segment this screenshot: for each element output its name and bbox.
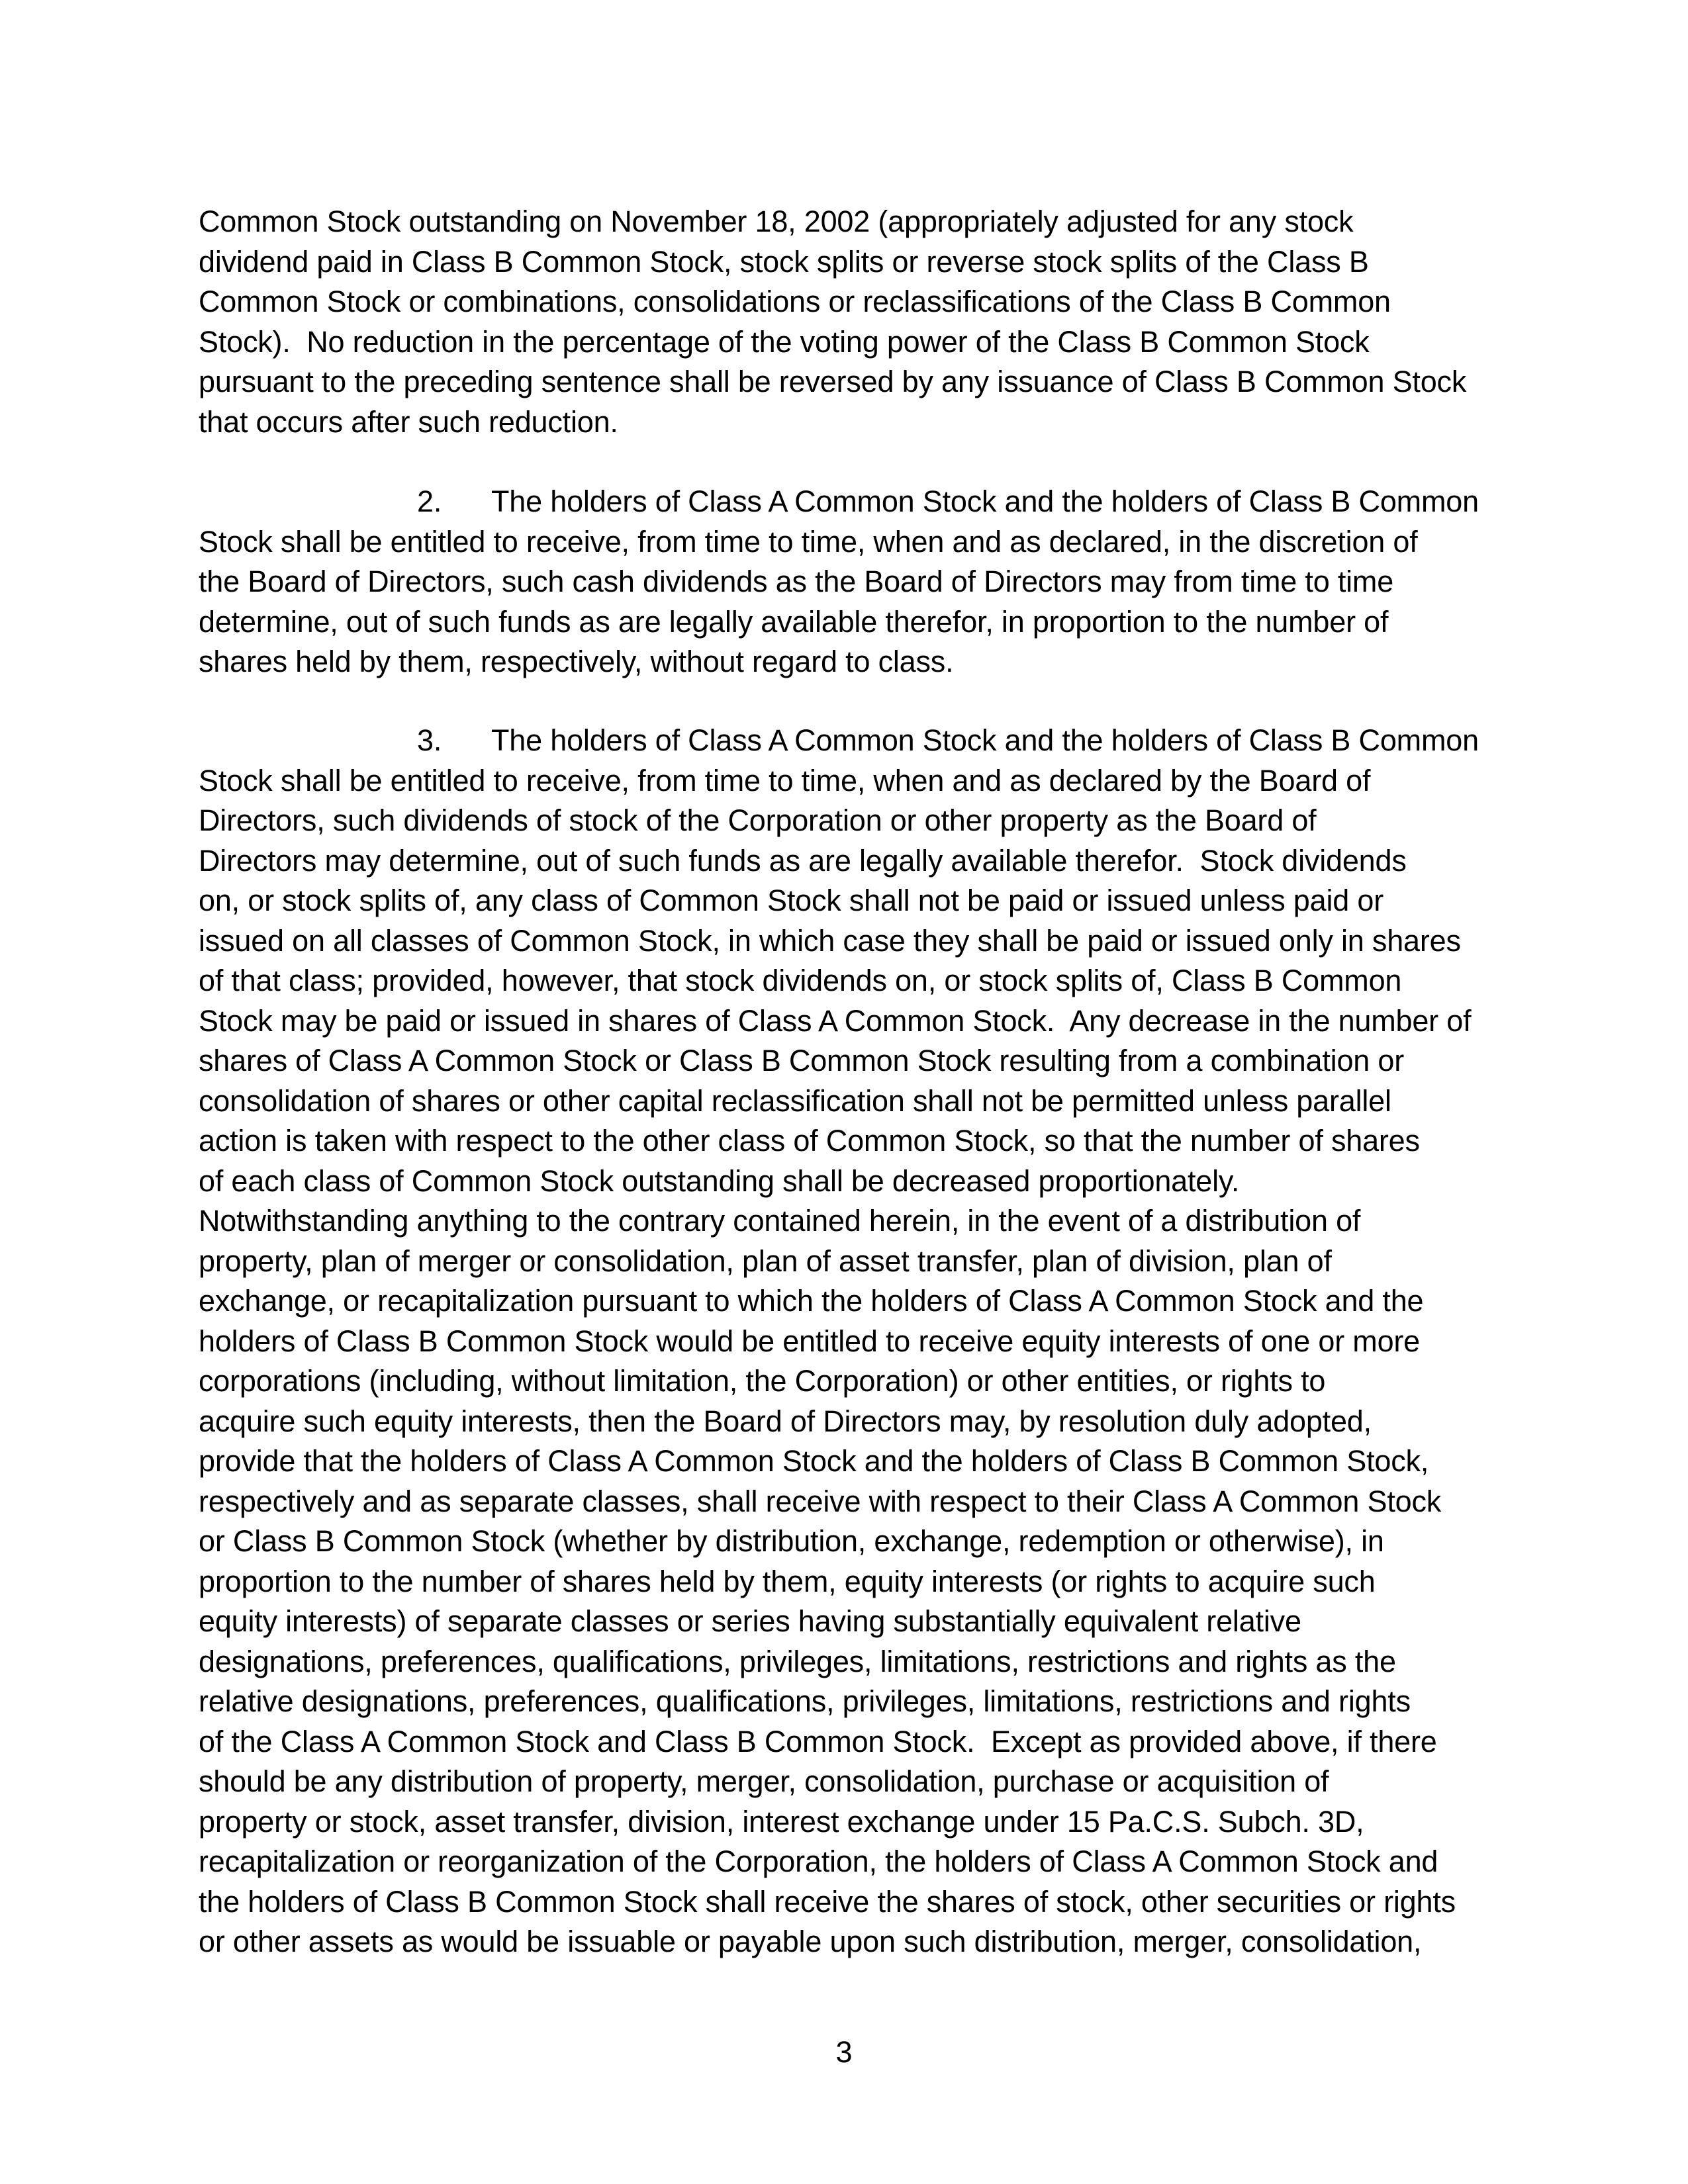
line-text: acquire such equity interests, then the Board of Directors may, by resolution duly adopted,: [199, 1404, 1372, 1438]
line-text: shares of Class A Common Stock or Class B Common Stock resulting from a combination or: [199, 1044, 1405, 1077]
paragraph-line: [199, 1206, 1360, 1236]
line-text: Notwithstanding anything to the contrary contained herein, in the event of a distribution of: [199, 1204, 1361, 1238]
line-text: that occurs after such reduction.: [199, 404, 618, 439]
line-text: of each class of Common Stock outstanding shall be decreased proportionately.: [199, 1163, 1240, 1198]
line-text: respectively and as separate classes, shall receive with respect to their Class A Common Stock: [199, 1484, 1442, 1518]
paragraph-line: [199, 1366, 1325, 1396]
paragraph-line: [199, 567, 1393, 596]
paragraph-line: [199, 923, 1461, 958]
paragraph-line: [199, 886, 1383, 915]
paragraph-line: [199, 1286, 1423, 1316]
paragraph-line: [199, 763, 1371, 797]
line-text: Stock shall be entitled to receive, from time to time, when and as declared by the Board of: [199, 763, 1371, 797]
paragraph-line: [199, 1486, 1441, 1516]
line-text: Common Stock or combinations, consolidations or reclassifications of the Class B Common: [199, 285, 1391, 318]
line-text: Directors, such dividends of stock of the Corporation or other property as the Board of: [199, 803, 1317, 837]
paragraph-line: [199, 1246, 1332, 1276]
paragraph-line: [199, 1644, 1396, 1678]
paragraph-line: [199, 287, 1391, 316]
line-text: property, plan of merger or consolidation, plan of asset transfer, plan of division, plan of: [199, 1244, 1332, 1278]
line-text: Stock may be paid or issued in shares of Class A Common Stock. Any decrease in the number of: [199, 1003, 1472, 1038]
paragraph-line: [199, 1003, 1472, 1038]
paragraph-line: [417, 725, 1479, 755]
paragraph-line: [199, 1606, 1301, 1636]
line-text: or other assets as would be issuable or payable upon such distribution, merger, consolidation,: [199, 1925, 1422, 1958]
paragraph-line: [199, 404, 618, 439]
line-text: of that class; provided, however, that stock dividends on, or stock splits of, Class B Common: [199, 964, 1402, 997]
line-text: proportion to the number of shares held by them, equity interests (or rights to acquire such: [199, 1564, 1376, 1598]
line-text: exchange, or recapitalization pursuant to which the holders of Class A Common Stock and the: [199, 1284, 1424, 1318]
paragraph-line: [199, 1083, 1391, 1118]
line-text: holders of Class B Common Stock would be entitled to receive equity interests of one or more: [199, 1324, 1421, 1358]
paragraph-number: 3.: [417, 723, 442, 757]
line-text: pursuant to the preceding sentence shall be reversed by any issuance of Class B Common Stock: [199, 365, 1467, 398]
paragraph-line: [199, 805, 1316, 835]
paragraph-line: [199, 1126, 1420, 1156]
paragraph-line: [199, 244, 1369, 279]
paragraph-line: [199, 524, 1418, 559]
line-text: Stock shall be entitled to receive, from time to time, when and as declared, in the discretion of: [199, 524, 1418, 559]
paragraph-line: [199, 1526, 1384, 1556]
paragraph-line: [199, 1927, 1421, 1956]
paragraph-line: [199, 1766, 1329, 1796]
paragraph-line: [199, 324, 1370, 359]
paragraph-line: [199, 843, 1407, 878]
line-text: should be any distribution of property, merger, consolidation, purchase or acquisition of: [199, 1764, 1329, 1798]
paragraph-line: [417, 486, 1479, 516]
line-text: the holders of Class B Common Stock shall receive the shares of stock, other securities or rights: [199, 1884, 1456, 1919]
line-text: issued on all classes of Common Stock, in which case they shall be paid or issued only in shares: [199, 923, 1461, 958]
paragraph-line: [199, 1884, 1456, 1919]
line-text: Common Stock outstanding on November 18, 2002 (appropriately adjusted for any stock: [199, 205, 1354, 238]
paragraph-line: [199, 367, 1466, 396]
line-text: dividend paid in Class B Common Stock, stock splits or reverse stock splits of the Class B: [199, 244, 1369, 279]
line-text: action is taken with respect to the other class of Common Stock, so that the number of shares: [199, 1124, 1420, 1158]
page-number: 3: [835, 2035, 853, 2069]
line-text: the Board of Directors, such cash dividends as the Board of Directors may from time to time: [199, 565, 1394, 598]
line-text: The holders of Class A Common Stock and the holders of Class B Common: [491, 484, 1479, 518]
paragraph-line: [199, 647, 953, 676]
line-text: corporations (including, without limitation, the Corporation) or other entities, or rights to: [199, 1364, 1326, 1398]
paragraph-line: [199, 1406, 1372, 1436]
paragraph-line: [199, 206, 1353, 236]
paragraph-line: [199, 1163, 1240, 1198]
paragraph-line: [199, 1724, 1437, 1758]
line-text: provide that the holders of Class A Common Stock and the holders of Class B Common Stock,: [199, 1444, 1429, 1478]
paragraph-line: [199, 966, 1401, 995]
line-text: equity interests) of separate classes or series having substantially equivalent relative: [199, 1604, 1301, 1638]
paragraph-line: [199, 1446, 1429, 1476]
line-text: shares held by them, respectively, without regard to class.: [199, 645, 954, 678]
line-text: Stock). No reduction in the percentage of the voting power of the Class B Common Stock: [199, 324, 1370, 359]
paragraph-line: [199, 1804, 1364, 1839]
line-text: relative designations, preferences, qualifications, privileges, limitations, restrictions and rights: [199, 1684, 1411, 1718]
line-text: determine, out of such funds as are legally available therefor, in proportion to the number of: [199, 604, 1389, 639]
paragraph-line: [199, 1686, 1411, 1716]
line-text: Directors may determine, out of such funds as are legally available therefor. Stock dividends: [199, 843, 1407, 878]
line-text: property or stock, asset transfer, division, interest exchange under 15 Pa.C.S. Subch. 3D,: [199, 1804, 1364, 1839]
line-text: of the Class A Common Stock and Class B Common Stock. Except as provided above, if there: [199, 1724, 1437, 1758]
paragraph-line: [199, 604, 1389, 639]
line-text: designations, preferences, qualifications, privileges, limitations, restrictions and rights as the: [199, 1644, 1396, 1678]
paragraph-line: [199, 1046, 1404, 1075]
line-text: or Class B Common Stock (whether by distribution, exchange, redemption or otherwise), in: [199, 1524, 1384, 1558]
paragraph-line: [199, 1326, 1420, 1356]
line-text: recapitalization or reorganization of the Corporation, the holders of Class A Common Stock and: [199, 1844, 1438, 1878]
paragraph-line: [199, 1846, 1438, 1876]
line-text: The holders of Class A Common Stock and the holders of Class B Common: [491, 723, 1479, 757]
paragraph-line: [199, 1564, 1376, 1598]
line-text: consolidation of shares or other capital reclassification shall not be permitted unless parallel: [199, 1083, 1391, 1118]
paragraph-number: 2.: [417, 484, 442, 518]
line-text: on, or stock splits of, any class of Common Stock shall not be paid or issued unless paid or: [199, 884, 1383, 917]
